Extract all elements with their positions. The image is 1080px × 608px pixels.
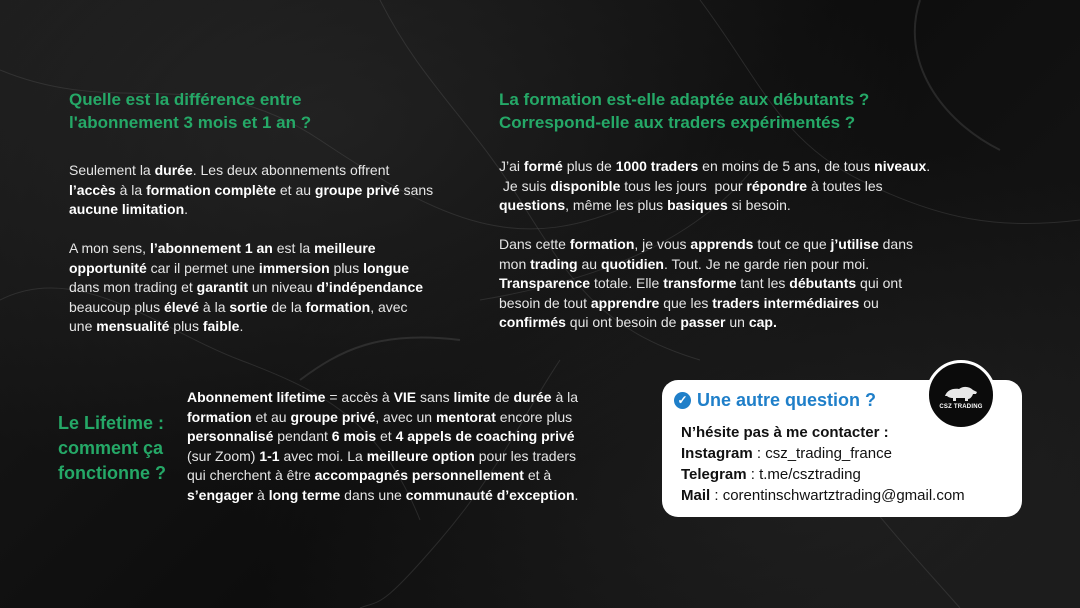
- text: à la: [551, 389, 579, 405]
- text: plus: [329, 259, 364, 276]
- csz-trading-logo: [926, 360, 996, 430]
- bold-text: trading: [530, 255, 578, 272]
- text: . Tout. Je ne garde rien pour moi.: [663, 255, 870, 272]
- section2-title: [499, 88, 869, 134]
- bold-text: niveaux: [874, 158, 927, 174]
- section1-title-line2: l'abonnement 3 mois et 1 an ?: [69, 113, 312, 132]
- text-line: [187, 388, 637, 408]
- contact-instagram-value: : csz_trading_france: [752, 445, 892, 462]
- text: une: [69, 318, 97, 334]
- text: qui ont besoin de: [565, 314, 681, 330]
- text-line: [499, 294, 979, 314]
- bold-text: transforme: [663, 275, 737, 291]
- paragraph: [499, 157, 979, 216]
- contact-mail[interactable]: [681, 486, 965, 506]
- verified-check-icon: ✓: [674, 392, 691, 409]
- text: .: [239, 318, 244, 334]
- text: et: [376, 428, 396, 444]
- bold-text: cap.: [748, 314, 777, 330]
- text: de: [490, 389, 514, 405]
- bold-text: disponible: [550, 177, 621, 194]
- text: à toutes les: [807, 177, 883, 194]
- bold-text: répondre: [746, 177, 808, 194]
- contact-intro: N’hésite pas à me contacter :: [681, 424, 889, 441]
- text-line: [69, 239, 489, 259]
- text-line: [187, 408, 637, 428]
- text: plus: [169, 318, 203, 334]
- bold-text: 1000 traders: [615, 158, 699, 174]
- bold-text: 6 mois: [331, 428, 377, 444]
- text: qui ont: [856, 275, 903, 291]
- text: encore plus: [495, 408, 573, 425]
- bold-text: opportunité: [69, 259, 147, 276]
- bold-text: formé: [523, 158, 563, 174]
- text: , avec un: [375, 408, 436, 425]
- contact-mail-label: Mail: [681, 487, 711, 504]
- text: tant les: [736, 275, 790, 291]
- text-line: [499, 157, 979, 177]
- bold-text: basiques: [667, 197, 728, 213]
- text: est la: [272, 240, 315, 256]
- bold-text: Abonnement lifetime: [187, 389, 326, 405]
- bear-icon: [943, 380, 979, 402]
- bold-text: s’engager: [187, 486, 254, 503]
- text: au: [577, 255, 601, 272]
- text: tout ce que: [753, 236, 831, 252]
- bold-text: élevé: [163, 298, 200, 315]
- text: Dans cette: [499, 236, 570, 252]
- paragraph: [499, 235, 979, 333]
- text: et au: [251, 408, 291, 425]
- contact-telegram-value: : t.me/csztrading: [746, 466, 861, 483]
- bold-text: d’indépendance: [316, 279, 424, 295]
- text: à: [253, 486, 269, 503]
- text: dans une: [340, 486, 406, 503]
- text: , même les plus: [565, 197, 668, 213]
- text: besoin de tout: [499, 294, 591, 311]
- bold-text: groupe privé: [290, 408, 376, 425]
- bold-text: formation: [305, 298, 371, 315]
- text: pour les traders: [474, 447, 577, 464]
- bold-text: limite: [453, 389, 491, 405]
- bold-text: sortie: [229, 298, 268, 315]
- text: = accès à: [325, 389, 394, 405]
- text: à la: [199, 298, 230, 315]
- bold-text: mentorat: [435, 408, 496, 425]
- text-line: [69, 278, 489, 298]
- contact-telegram[interactable]: [681, 465, 861, 485]
- text: avec moi. La: [279, 447, 367, 464]
- text-line: [187, 466, 637, 486]
- text: si besoin.: [727, 197, 791, 213]
- bold-text: l’accès: [69, 181, 116, 198]
- text: mon: [499, 255, 531, 272]
- section1-title: [69, 88, 311, 134]
- section1-title-line1: Quelle est la différence entre: [69, 90, 302, 109]
- bold-text: formation complète: [146, 181, 276, 198]
- bold-text: VIE: [393, 389, 417, 405]
- text-line: [499, 177, 979, 197]
- paragraph: [69, 239, 489, 337]
- text: ou: [859, 294, 879, 311]
- bold-text: garantit: [196, 279, 248, 295]
- text-line: [69, 181, 489, 201]
- bold-text: meilleure: [314, 240, 376, 256]
- text-line: [69, 259, 489, 279]
- section2-title-line2: Correspond-elle aux traders expérimentés ?: [499, 113, 856, 132]
- bold-text: questions: [499, 197, 566, 213]
- text-line: [69, 298, 489, 318]
- bold-text: faible: [202, 318, 240, 334]
- bold-text: passer: [680, 314, 726, 330]
- text: .: [184, 201, 189, 217]
- text-line: [69, 161, 489, 181]
- bold-text: groupe privé: [314, 181, 400, 198]
- text: en moins de 5 ans, de tous: [698, 158, 875, 174]
- text-line: [499, 235, 979, 255]
- bold-text: personnalisé: [187, 428, 274, 444]
- section3-title-line2: comment ça: [58, 438, 164, 458]
- bold-text: accompagnés personnellement: [314, 467, 524, 483]
- paragraph: [187, 388, 637, 505]
- text: , je vous: [634, 236, 691, 252]
- bold-text: mensualité: [96, 318, 170, 334]
- contact-instagram-label: Instagram: [681, 445, 753, 462]
- text: et au: [275, 181, 315, 198]
- text-line: [499, 255, 979, 275]
- text: Je suis: [499, 177, 551, 194]
- text: . Les deux abonnements offrent: [192, 162, 390, 178]
- contact-card-title-text: Une autre question ?: [697, 390, 877, 410]
- text-line: [499, 274, 979, 294]
- text: pendant: [273, 428, 332, 444]
- bold-text: débutants: [789, 275, 857, 291]
- text: dans mon trading et: [69, 279, 197, 295]
- text: un: [725, 314, 749, 330]
- logo-text: CSZ TRADING: [939, 404, 983, 410]
- bold-text: meilleure option: [366, 447, 475, 464]
- bold-text: longue: [363, 259, 409, 276]
- bold-text: durée: [513, 389, 552, 405]
- bold-text: communauté d’exception: [405, 486, 575, 503]
- bold-text: traders intermédiaires: [712, 294, 860, 311]
- text: et à: [523, 467, 552, 483]
- text: à la: [115, 181, 147, 198]
- contact-instagram[interactable]: [681, 444, 892, 464]
- text: car il permet une: [146, 259, 259, 276]
- text: de la: [267, 298, 306, 315]
- text: dans: [878, 236, 913, 252]
- text: un niveau: [247, 279, 317, 295]
- bold-text: immersion: [258, 259, 330, 276]
- bold-text: apprends: [690, 236, 754, 252]
- text: J’ai: [499, 158, 524, 174]
- bold-text: aucune limitation: [69, 201, 185, 217]
- contact-telegram-label: Telegram: [681, 466, 747, 483]
- text: totale. Elle: [590, 275, 664, 291]
- bold-text: apprendre: [590, 294, 660, 311]
- text: qui cherchent à être: [187, 467, 315, 483]
- text-line: [187, 427, 637, 447]
- text-line: [499, 313, 979, 333]
- text: beaucoup plus: [69, 298, 164, 315]
- text: sans: [416, 389, 454, 405]
- section2-title-line1: La formation est-elle adaptée aux débutants ?: [499, 90, 870, 109]
- bold-text: Transparence: [499, 275, 591, 291]
- section3-title-line3: fonctionne ?: [58, 463, 166, 483]
- bold-text: durée: [154, 162, 193, 178]
- text: A mon sens,: [69, 240, 150, 256]
- text-line: [187, 486, 637, 506]
- text-line: [499, 196, 979, 216]
- bold-text: confirmés: [499, 314, 566, 330]
- paragraph: [69, 161, 489, 220]
- text: Seulement la: [69, 162, 155, 178]
- text: que les: [659, 294, 713, 311]
- bold-text: long terme: [268, 486, 341, 503]
- contact-mail-value: : corentinschwartztrading@gmail.com: [710, 487, 965, 504]
- section2-body: [499, 157, 979, 333]
- section3-body: [187, 388, 637, 505]
- section3-title: [58, 411, 166, 486]
- bold-text: formation: [569, 236, 635, 252]
- text-line: [187, 447, 637, 467]
- text: .: [574, 486, 579, 503]
- bold-text: 1-1: [259, 447, 280, 464]
- bold-text: l’abonnement 1 an: [149, 240, 273, 256]
- section3-title-line1: Le Lifetime :: [58, 413, 165, 433]
- bold-text: quotidien: [600, 255, 664, 272]
- text: plus de: [562, 158, 616, 174]
- text-line: [69, 200, 489, 220]
- bold-text: 4 appels de coaching privé: [395, 428, 575, 444]
- section1-body: [69, 161, 489, 337]
- text: .: [926, 158, 931, 174]
- text: sans: [399, 181, 434, 198]
- text: (sur Zoom): [187, 447, 260, 464]
- text: , avec: [370, 298, 408, 315]
- text: tous les jours pour: [620, 177, 747, 194]
- contact-card-title: [674, 390, 876, 411]
- bold-text: j’utilise: [830, 236, 879, 252]
- bold-text: formation: [187, 408, 252, 425]
- text-line: [69, 317, 489, 337]
